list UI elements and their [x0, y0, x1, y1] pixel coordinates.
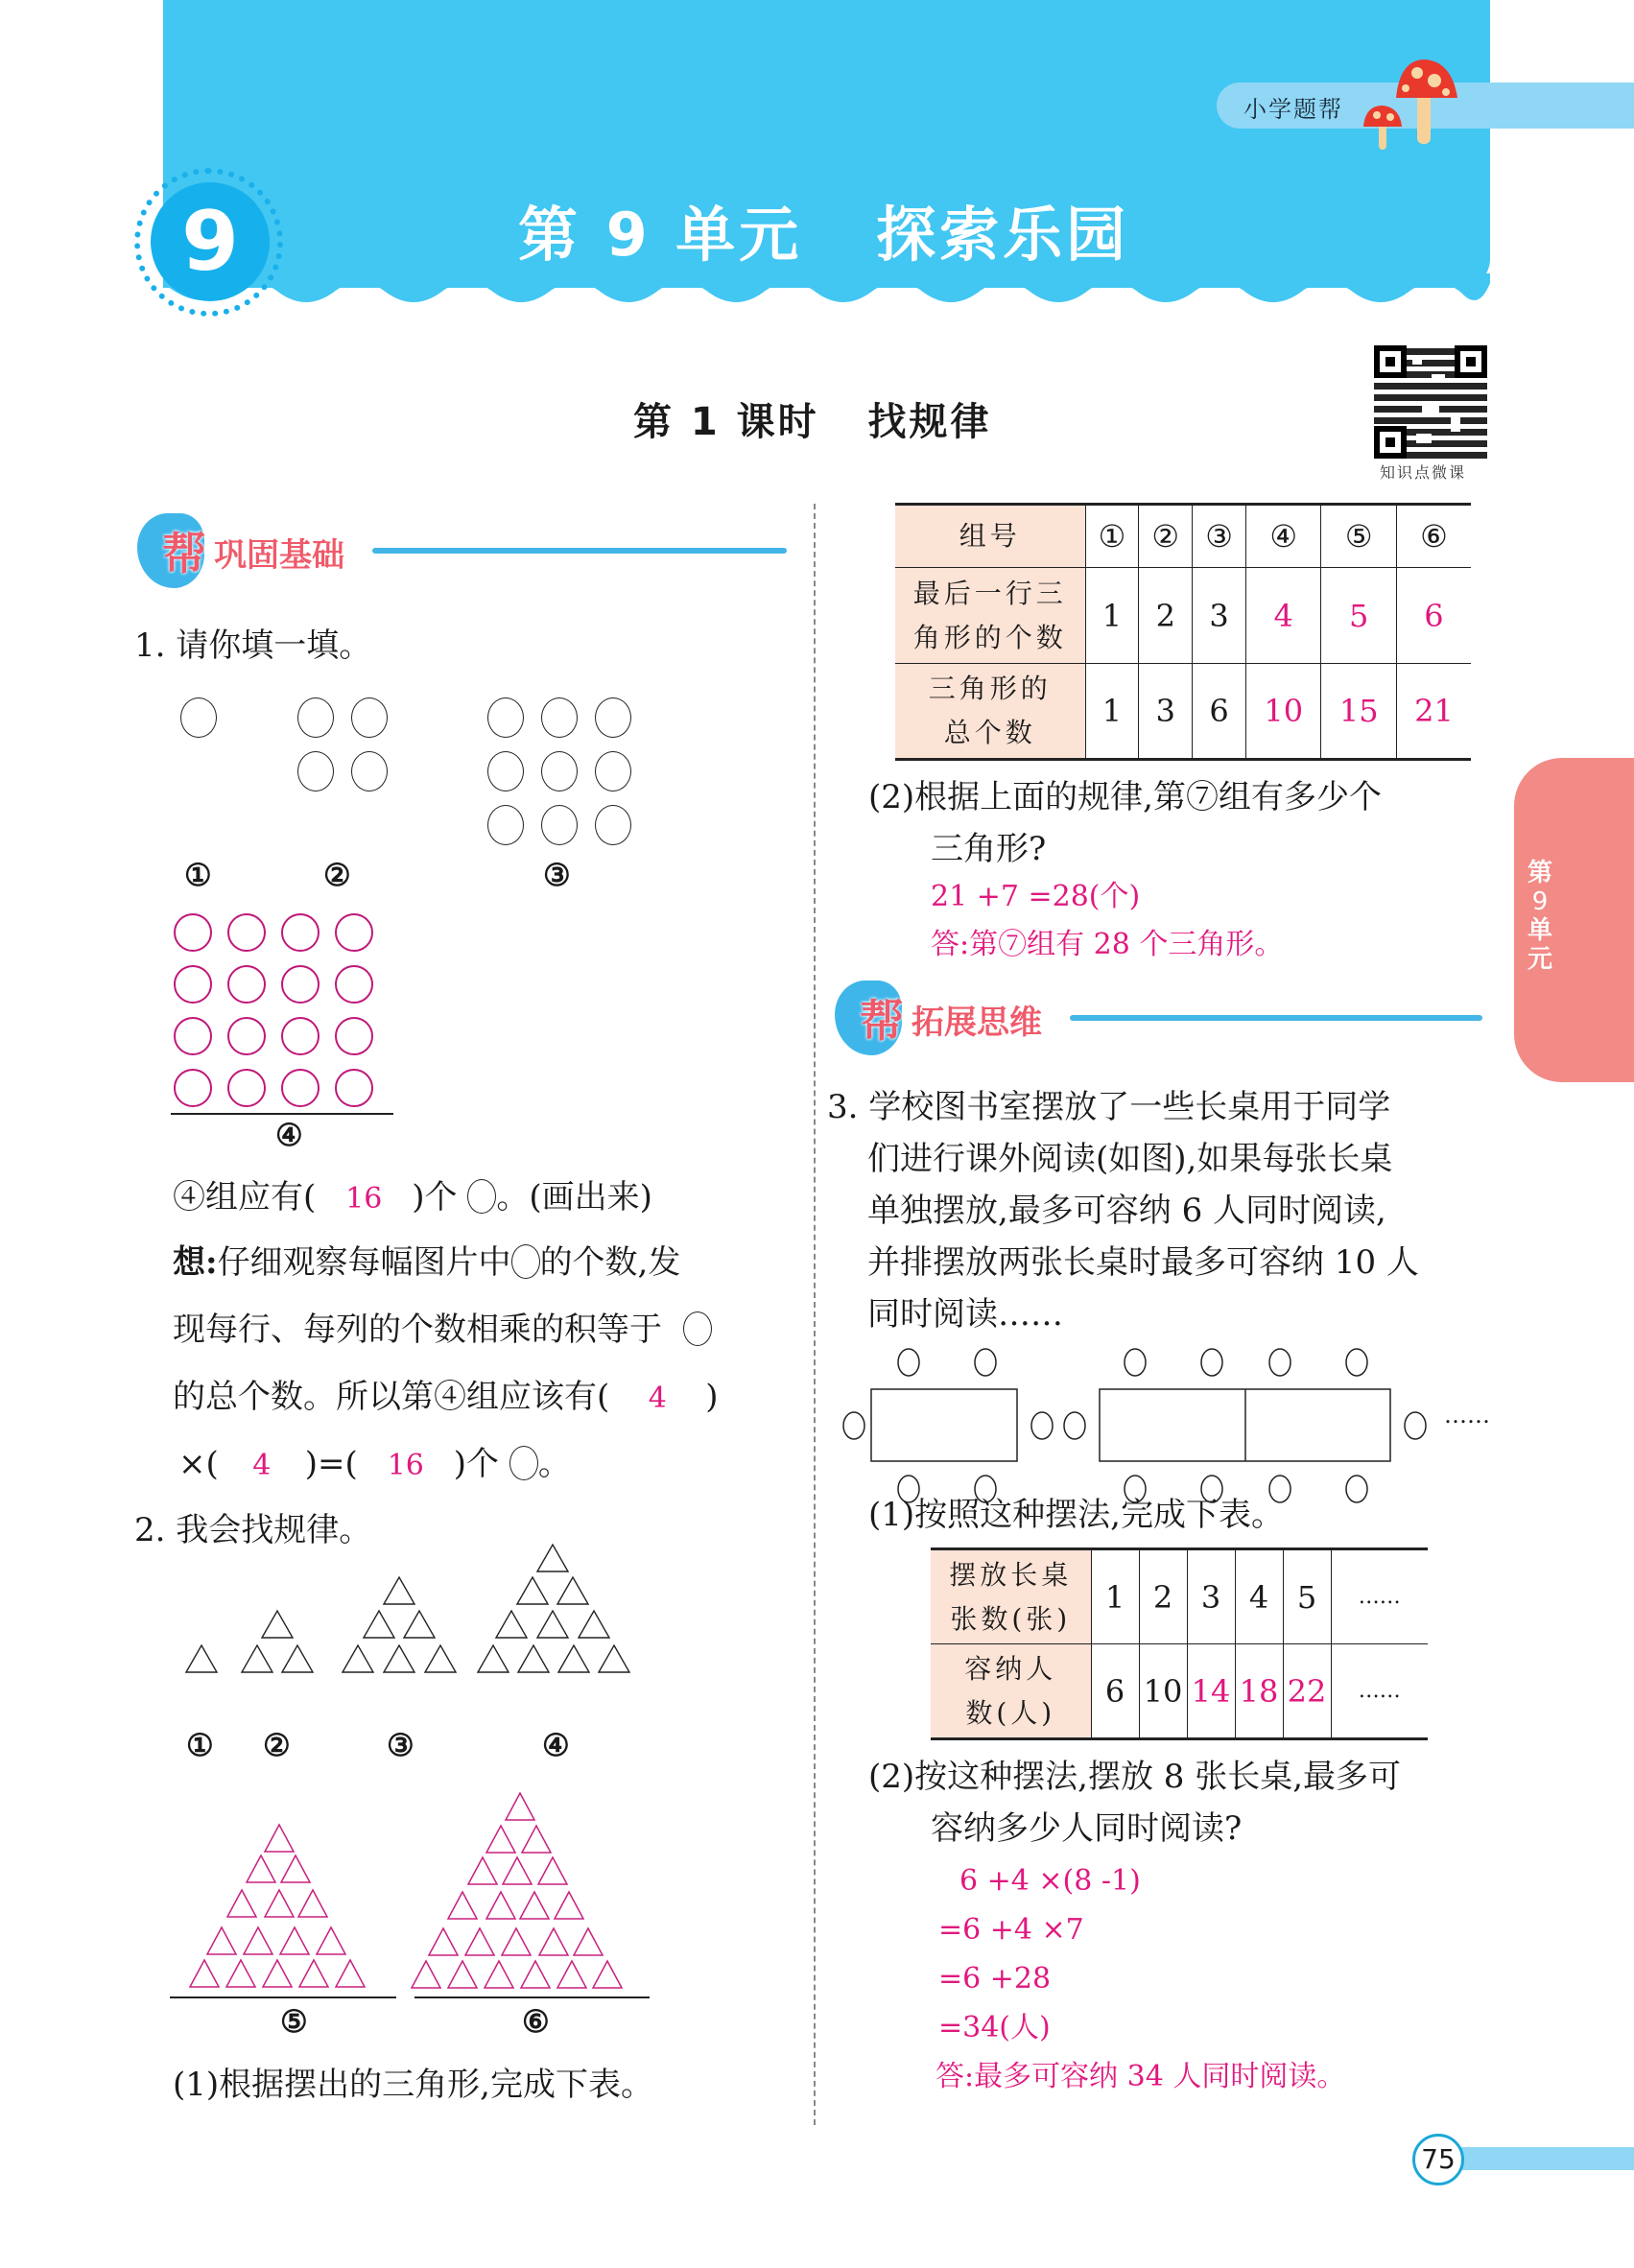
table-cell: ③ [1193, 505, 1246, 568]
table-cell: …… [1331, 1549, 1428, 1644]
q1-answer-cols: 4 [252, 1449, 272, 1482]
qr-finder-tr [1455, 345, 1487, 378]
q3-calc-3: =6 +28 [938, 1962, 1052, 1996]
q2-figures-1-4 [154, 1573, 652, 1727]
section-header-extend [835, 979, 1497, 1055]
circle-icon [467, 1179, 496, 1214]
table-cell: ④ [1245, 505, 1320, 568]
q1-think-3: 的总个数。所以第④组应该有( 4 ) [173, 1375, 719, 1421]
q3-calc-2: =6 +4 ×7 [938, 1913, 1084, 1947]
q1-line-a: ④组应有( 16 )个 。(画出来) [173, 1175, 652, 1221]
q2-label-5: ⑤ [280, 2003, 308, 2040]
q1-answer-rows: 4 [648, 1382, 667, 1415]
q2-prompt: 2. 我会找规律。 [134, 1511, 372, 1549]
q1-answer-count: 16 [345, 1182, 383, 1216]
q2-sub1: (1)根据摆出的三角形,完成下表。 [173, 2066, 653, 2104]
table-cell: 2 [1139, 568, 1193, 664]
row-header: 摆放长桌 张数(张) [931, 1549, 1091, 1644]
q1-answer-total: 16 [387, 1449, 424, 1482]
q1-label-3: ③ [543, 857, 571, 893]
section-title: 拓展思维 [912, 1004, 1042, 1042]
row-header: 容纳人 数(人) [931, 1644, 1091, 1739]
q3-answer: 答:最多可容纳 34 人同时阅读。 [935, 2060, 1346, 2093]
table-cell: 3 [1187, 1549, 1235, 1644]
table-cell: ⑤ [1321, 505, 1396, 568]
answer-cell: 22 [1283, 1644, 1331, 1739]
q3-table [931, 1547, 1428, 1740]
q2-sub2-line2: 三角形? [931, 830, 1047, 868]
section-rule [372, 548, 787, 554]
q3-calc-4: =34(人) [938, 2011, 1051, 2044]
table-cell: 2 [1139, 1549, 1187, 1644]
q1-label-4: ④ [275, 1117, 303, 1153]
table-row [931, 1549, 1428, 1644]
answer-cell: 4 [1245, 568, 1320, 664]
q2-answer: 答:第⑦组有 28 个三角形。 [931, 928, 1284, 961]
section-header-basic [137, 511, 790, 588]
q1-think-2: 现每行、每列的个数相乘的积等于 [173, 1308, 712, 1352]
qr-finder-bl [1374, 426, 1407, 459]
answer-cell: 5 [1321, 568, 1396, 664]
answer-cell: 21 [1396, 664, 1471, 760]
q1-label-1: ① [184, 857, 212, 893]
header-wave-edge [163, 273, 1490, 312]
circle-icon [509, 1446, 538, 1480]
table-cell: 3 [1193, 568, 1246, 664]
qr-label: 知识点微课 [1380, 463, 1467, 482]
q3-sub2-line1: (2)按这种摆法,摆放 8 张长桌,最多可 [868, 1758, 1402, 1796]
answer-cell: 6 [1396, 568, 1471, 664]
q2-label-1: ① [186, 1727, 214, 1763]
row-header: 组号 [895, 505, 1085, 568]
table-cell: 6 [1193, 664, 1246, 760]
q3-sub1: (1)按照这种摆法,完成下表。 [868, 1496, 1284, 1534]
q1-prompt: 1. 请你填一填。 [134, 626, 372, 665]
q1-label-2: ② [323, 857, 351, 893]
side-tab-label: 第 9 单 元 [1527, 859, 1552, 974]
table-cell: 1 [1085, 664, 1139, 760]
table-row [895, 664, 1471, 760]
table-cell: 1 [1085, 568, 1139, 664]
q2-label-2: ② [263, 1727, 291, 1763]
answer-cell: 18 [1235, 1644, 1283, 1739]
lesson-title: 第 1 课时 找规律 [633, 400, 992, 444]
q2-figures-5-6-answer [154, 1765, 691, 2015]
table-cell: ② [1139, 505, 1193, 568]
q2-label-4: ④ [542, 1727, 570, 1763]
column-divider [814, 504, 816, 2125]
section-title: 巩固基础 [214, 536, 344, 575]
q1-think-4: ×( 4 )=( 16 )个 。 [178, 1442, 571, 1488]
qr-finder-tl [1374, 345, 1407, 378]
table-cell: ⑥ [1396, 505, 1471, 568]
table-cell: ① [1085, 505, 1139, 568]
page-number: 75 [1412, 2134, 1464, 2185]
q2-label-6: ⑥ [522, 2003, 550, 2040]
section-badge: 帮 [860, 995, 904, 1047]
q2-sub2-line1: (2)根据上面的规律,第⑦组有多少个 [868, 778, 1382, 816]
brand-name: 小学题帮 [1243, 96, 1343, 123]
single-table [871, 1389, 1017, 1461]
q3-table-diagram [835, 1343, 1497, 1487]
row-header: 最后一行三 角形的个数 [895, 568, 1085, 664]
table-row [895, 505, 1471, 568]
table-cell: 6 [1091, 1644, 1139, 1739]
table-cell: 10 [1139, 1644, 1187, 1739]
table-cell: 5 [1283, 1549, 1331, 1644]
page-number-bar [1458, 2147, 1634, 2170]
circle-icon [511, 1244, 540, 1279]
q3-prompt: 3. 学校图书室摆放了一些长桌用于同学 们进行课外阅读(如图),如果每张长桌 单独摆放,最多可容纳 6 人同时阅读, 并排摆放两张长桌时最多可容纳 10 人 同时阅读…… [827, 1088, 1419, 1334]
answer-cell: 10 [1245, 664, 1320, 760]
unit-title: 第 9 单元 探索乐园 [518, 200, 1130, 270]
table-row [895, 568, 1471, 664]
section-badge: 帮 [162, 528, 206, 579]
answer-cell: 15 [1321, 664, 1396, 760]
mushroom-icon [1358, 59, 1463, 155]
answer-cell: 14 [1187, 1644, 1235, 1739]
q1-think-1: 想:仔细观察每幅图片中 的个数,发 [173, 1243, 681, 1282]
unit-number-badge: 9 [151, 182, 270, 301]
table-cell: 4 [1235, 1549, 1283, 1644]
q2-label-3: ③ [387, 1727, 414, 1763]
q3-sub2-line2: 容纳多少人同时阅读? [931, 1809, 1243, 1848]
table-cell: 1 [1091, 1549, 1139, 1644]
table-row [931, 1644, 1428, 1739]
q3-diagram-ellipsis: …… [1444, 1402, 1490, 1429]
q3-calc-1: 6 +4 ×(8 -1) [959, 1864, 1141, 1898]
q1-figure-4-baseline [171, 1113, 393, 1115]
q2-table [895, 503, 1471, 761]
circle-icon [683, 1311, 712, 1346]
section-rule [1070, 1015, 1482, 1021]
table-cell: …… [1331, 1644, 1428, 1739]
table-cell: 3 [1139, 664, 1193, 760]
q2-calc: 21 +7 =28(个) [931, 880, 1141, 913]
row-header: 三角形的 总个数 [895, 664, 1085, 760]
